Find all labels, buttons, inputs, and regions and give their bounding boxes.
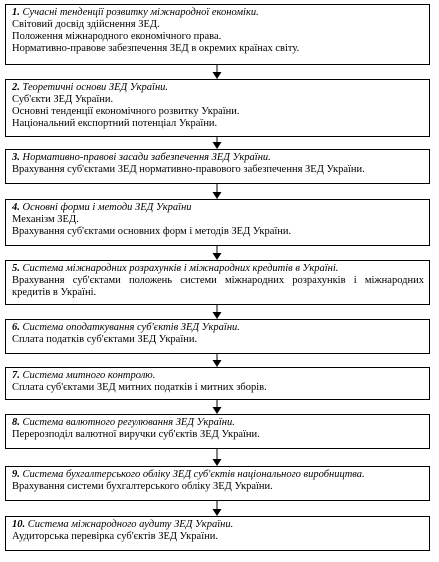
step-number: 9. bbox=[12, 469, 20, 480]
down-arrow-icon bbox=[211, 501, 223, 516]
step-title bbox=[12, 263, 424, 275]
step-number: 6. bbox=[12, 322, 20, 333]
step-title bbox=[12, 152, 424, 164]
step-line: Врахування системи бухгалтерського обліку ЗЕД України. bbox=[12, 481, 273, 492]
down-arrow-icon bbox=[211, 354, 223, 367]
step-line: Світовий досвід здійснення ЗЕД. bbox=[12, 19, 160, 30]
step-box-5 bbox=[5, 260, 430, 305]
step-number: 4. bbox=[12, 202, 20, 213]
step-title bbox=[12, 469, 424, 481]
down-arrow-icon bbox=[211, 184, 223, 199]
step-line: Аудиторська перевірка суб'єктів ЗЕД України. bbox=[12, 531, 218, 542]
step-line: Перерозподіл валютної виручки суб'єктів ЗЕД України. bbox=[12, 429, 260, 440]
step-title-text: Сучасні тенденції розвитку міжнародної економіки. bbox=[22, 7, 259, 18]
step-box-6 bbox=[5, 319, 430, 354]
step-title-text: Система міжнародного аудиту ЗЕД України. bbox=[27, 519, 234, 530]
step-line: Національний експортний потенціал України. bbox=[12, 118, 218, 129]
step-title bbox=[12, 417, 424, 429]
step-line: Суб'єкти ЗЕД України. bbox=[12, 94, 114, 105]
step-box-2 bbox=[5, 79, 430, 137]
step-title bbox=[12, 370, 424, 382]
step-number: 8. bbox=[12, 417, 20, 428]
down-arrow-icon bbox=[211, 400, 223, 414]
down-arrow-icon bbox=[211, 449, 223, 466]
step-line: Врахування суб'єктами ЗЕД нормативно-правового забезпечення ЗЕД України. bbox=[12, 164, 365, 175]
step-box-3 bbox=[5, 149, 430, 184]
down-arrow-icon bbox=[211, 305, 223, 319]
step-line: Положення міжнародного економічного права. bbox=[12, 31, 222, 42]
step-title bbox=[12, 7, 424, 19]
step-box-1 bbox=[5, 4, 430, 65]
step-number: 3. bbox=[12, 152, 20, 163]
step-title-text: Система міжнародних розрахунків і міжнародних кредитів в Україні. bbox=[22, 263, 339, 274]
step-number: 5. bbox=[12, 263, 20, 274]
step-line: Нормативно-правове забезпечення ЗЕД в окремих країнах світу. bbox=[12, 43, 300, 54]
step-title-text: Система валютного регулювання ЗЕД України. bbox=[22, 417, 235, 428]
step-box-4 bbox=[5, 199, 430, 246]
step-line: Основні тенденції економічного розвитку України. bbox=[12, 106, 240, 117]
step-title bbox=[12, 322, 424, 334]
step-number: 7. bbox=[12, 370, 20, 381]
step-number: 2. bbox=[12, 82, 20, 93]
step-title-text: Система оподаткування суб'єктів ЗЕД України. bbox=[22, 322, 240, 333]
step-title-text: Основні форми і методи ЗЕД України bbox=[22, 202, 192, 213]
step-line: Врахування суб'єктами положень системи міжнародних розрахунків і міжнародних кредитів в Україні. bbox=[12, 275, 424, 298]
step-number: 1. bbox=[12, 7, 20, 18]
down-arrow-icon bbox=[211, 65, 223, 79]
step-line: Механізм ЗЕД. bbox=[12, 214, 79, 225]
step-title bbox=[12, 519, 424, 531]
step-title-text: Система митного контролю. bbox=[22, 370, 156, 381]
step-title-text: Теоретичні основи ЗЕД України. bbox=[22, 82, 169, 93]
down-arrow-icon bbox=[211, 137, 223, 149]
step-line: Врахування суб'єктами основних форм і методів ЗЕД України. bbox=[12, 226, 292, 237]
step-title bbox=[12, 82, 424, 94]
step-line: Сплата суб'єктами ЗЕД митних податків і митних зборів. bbox=[12, 382, 267, 393]
step-title-text: Нормативно-правові засади забезпечення ЗЕД України. bbox=[22, 152, 271, 163]
step-box-8 bbox=[5, 414, 430, 449]
step-box-7 bbox=[5, 367, 430, 400]
step-title bbox=[12, 202, 424, 214]
step-title-text: Система бухгалтерського обліку ЗЕД суб'єктів національного виробництва. bbox=[22, 469, 365, 480]
down-arrow-icon bbox=[211, 246, 223, 260]
step-box-10 bbox=[5, 516, 430, 551]
step-number: 10. bbox=[12, 519, 26, 530]
step-line: Сплата податків суб'єктами ЗЕД України. bbox=[12, 334, 198, 345]
step-box-9 bbox=[5, 466, 430, 501]
